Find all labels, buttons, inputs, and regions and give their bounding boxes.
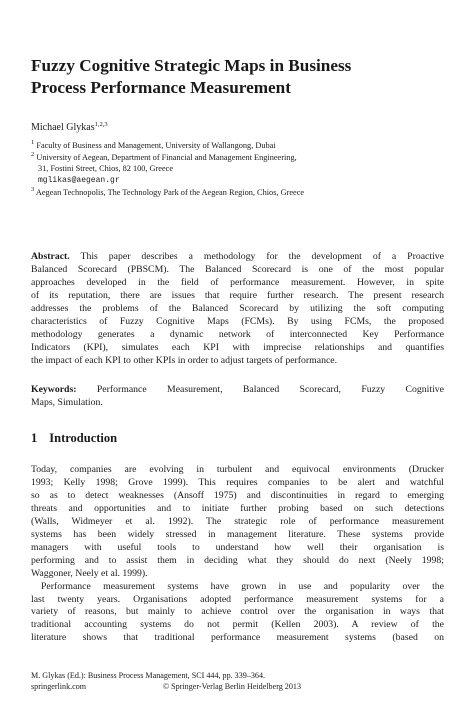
affiliation-3 xyxy=(31,187,451,199)
section-number: 1 xyxy=(31,431,38,445)
keywords-label: Keywords: xyxy=(31,384,77,395)
abstract-label: Abstract. xyxy=(31,251,70,262)
body-line: so as to detect weaknesses (Ansoff 1975) and discontinuities in regard to emerging xyxy=(31,489,444,501)
citation-line: M. Glykas (Ed.): Business Process Management, SCI 444, pp. 339–364. xyxy=(31,671,266,680)
author-affiliation-marks: 1,2,3 xyxy=(94,121,108,128)
keywords-line: Maps, Simulation. xyxy=(31,396,103,408)
introduction-body xyxy=(31,464,444,645)
abstract xyxy=(31,251,444,368)
body-line: 1993; Kelly 1998; Grove 1999). This requires companies to be alert and watchful xyxy=(31,476,444,488)
page-footer xyxy=(31,671,444,692)
abstract-text: This paper describes a methodology for the development of a Proactive xyxy=(69,251,444,262)
body-line: literature shows that traditional performance measurement systems (based on xyxy=(31,632,444,644)
author-text: Michael Glykas xyxy=(31,122,95,133)
abstract-line: Indicators (KPI), simulates each KPI with imprecise relationships and quantifies xyxy=(31,341,444,353)
affiliation-number: 3 xyxy=(31,185,35,193)
body-line: Today, companies are evolving in turbulent and equivocal environments (Drucker xyxy=(31,464,444,475)
keywords xyxy=(31,384,444,410)
title-line: Fuzzy Cognitive Strategic Maps in Business xyxy=(31,56,352,75)
copyright-notice: © Springer-Verlag Berlin Heidelberg 2013 xyxy=(163,681,301,691)
body-line: systems has been widely stressed in management literature. These systems provide xyxy=(31,528,444,540)
affiliation-2-address: 31, Fostini Street, Chios, 82 100, Greece xyxy=(38,164,174,174)
abstract-line: approaches developed in the field of performance measurement. However, in spite xyxy=(31,276,444,288)
affiliation-1 xyxy=(31,140,451,152)
abstract-line: the impact of each KPI to other KPIs in order to adjust targets of performance. xyxy=(31,354,338,366)
abstract-line: methodology generates a dynamic network of interconnected Key Performance xyxy=(31,328,444,340)
abstract-line: characteristics of Fuzzy Cognitive Maps (FCMs). By using FCMs, the proposed xyxy=(31,315,444,327)
paper-title xyxy=(31,55,451,99)
body-line: variety of reasons, but mainly to achieve control over the organisation in ways that xyxy=(31,606,444,618)
body-line: threats and opportunities and to initiate further probing based on such detections xyxy=(31,502,444,514)
affiliation-text: Faculty of Business and Management, University of Wallangong, Dubai xyxy=(36,141,276,150)
section-heading xyxy=(31,431,117,446)
affiliation-number: 2 xyxy=(31,150,35,158)
affiliations xyxy=(31,140,451,199)
abstract-line: of its reputation, there are issues that require further research. The present research xyxy=(31,289,444,301)
abstract-line: Balanced Scorecard (PBSCM). The Balanced Scorecard is one of the most popular xyxy=(31,263,444,275)
body-line: performing and to assist them in deciding what they should do next (Neely 1998; xyxy=(31,554,444,566)
author-email[interactable]: mglikas@aegean.gr xyxy=(38,176,120,186)
section-title: Introduction xyxy=(49,431,118,445)
body-line: traditional accounting systems do not permit (Kellen 2003). A review of the xyxy=(31,619,444,631)
body-line: managers with useful tools to understand how well their organisation is xyxy=(31,541,444,553)
author-name xyxy=(31,121,108,134)
keywords-line xyxy=(31,384,444,397)
affiliation-2 xyxy=(31,152,451,164)
keywords-text: Performance Measurement, Balanced Scorecard, Fuzzy Cognitive xyxy=(76,384,444,395)
affiliation-number: 1 xyxy=(31,139,35,146)
body-line: last twenty years. Organisations adopted performance measurement systems for a xyxy=(31,593,444,605)
affiliation-text: University of Aegean, Department of Financial and Management Engineering, xyxy=(36,152,297,162)
affiliation-text: Aegean Technopolis, The Technology Park of the Aegean Region, Chios, Greece xyxy=(35,187,305,197)
abstract-line: addresses the problems of the Balanced Scorecard by utilizing the soft computing xyxy=(31,302,444,314)
publisher-line xyxy=(31,682,444,693)
body-line: Performance measurement systems have grown in use and popularity over the xyxy=(41,580,444,592)
abstract-line xyxy=(31,251,444,264)
body-line: (Walls, Widmeyer et al. 1992). The strategic role of performance measurement xyxy=(31,515,444,527)
body-line: Waggoner, Neely et al. 1999). xyxy=(31,567,148,579)
title-line: Process Performance Measurement xyxy=(31,78,291,97)
publisher-site-link[interactable]: springerlink.com xyxy=(31,681,87,691)
